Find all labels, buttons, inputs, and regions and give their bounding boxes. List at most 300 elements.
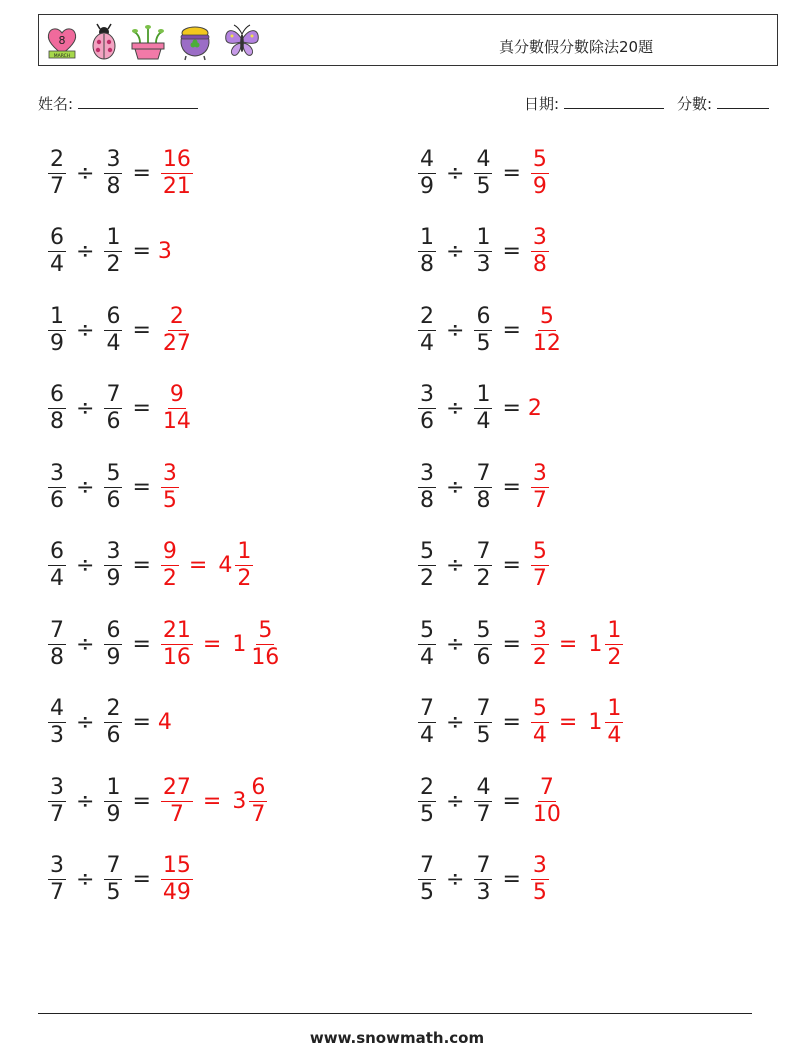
answer-fraction-denominator: 9 — [532, 173, 547, 199]
mixed-fraction-numerator: 1 — [607, 617, 622, 643]
divisor-fraction-denominator: 5 — [476, 330, 491, 356]
answer-fraction-numerator: 21 — [162, 617, 191, 643]
divisor-fraction — [474, 225, 492, 278]
divisor-fraction-numerator: 2 — [106, 696, 121, 721]
equals-sign: = — [502, 160, 521, 186]
divisor-fraction-denominator: 5 — [476, 173, 491, 199]
answer-integer: 4 — [157, 710, 172, 735]
dividend-fraction — [418, 382, 436, 435]
divisor-fraction-numerator: 3 — [106, 539, 121, 564]
dividend-fraction-denominator: 9 — [50, 330, 64, 356]
divide-sign: ÷ — [446, 317, 465, 343]
answer — [528, 696, 626, 749]
dividend-fraction — [418, 853, 436, 906]
problem-item — [45, 377, 196, 441]
answer-fraction — [161, 853, 193, 906]
equals-sign: = — [502, 553, 521, 578]
answer-fraction-numerator: 15 — [162, 853, 191, 878]
answer — [528, 539, 552, 592]
answer-fraction — [161, 147, 193, 200]
dividend-fraction-denominator: 4 — [420, 644, 434, 670]
equals-sign: = — [132, 710, 151, 735]
divisor-fraction — [474, 382, 492, 435]
divisor-fraction-numerator: 5 — [106, 460, 121, 486]
dividend-fraction — [48, 775, 66, 828]
answer-fraction — [531, 304, 563, 357]
answer-fraction-denominator: 27 — [162, 330, 191, 356]
dividend-fraction — [48, 225, 66, 278]
equals-sign: = — [132, 474, 151, 500]
dividend-fraction — [418, 147, 436, 200]
divisor-fraction-denominator: 9 — [106, 801, 121, 827]
answer — [528, 618, 626, 671]
answer-equals-sign: = — [202, 631, 222, 657]
answer — [528, 147, 552, 200]
divide-sign: ÷ — [76, 553, 95, 578]
divisor-fraction-numerator: 7 — [106, 382, 121, 407]
dividend-fraction-numerator: 1 — [420, 225, 434, 250]
score-label: 分數: — [677, 95, 713, 113]
equals-sign: = — [132, 553, 151, 578]
equals-sign: = — [132, 239, 151, 264]
divisor-fraction — [104, 853, 122, 906]
dividend-fraction-numerator: 7 — [420, 696, 434, 721]
dividend-fraction-denominator: 4 — [50, 252, 64, 277]
divisor-fraction — [474, 696, 492, 749]
answer-fraction-numerator: 9 — [162, 539, 177, 564]
dividend-fraction — [48, 539, 66, 592]
dividend-fraction-denominator: 7 — [50, 880, 64, 905]
mixed-whole-number: 1 — [232, 631, 247, 657]
equals-sign: = — [502, 710, 521, 735]
divisor-fraction-denominator: 5 — [476, 723, 491, 748]
dividend-fraction-numerator: 5 — [420, 539, 434, 564]
dividend-fraction-denominator: 6 — [420, 409, 434, 434]
dividend-fraction-denominator: 8 — [420, 487, 434, 513]
divisor-fraction-denominator: 2 — [476, 566, 491, 591]
answer — [158, 239, 172, 264]
dividend-fraction-denominator: 3 — [50, 723, 64, 748]
dividend-fraction — [418, 304, 436, 357]
divisor-fraction-denominator: 3 — [476, 252, 491, 277]
divisor-fraction — [474, 853, 492, 906]
dividend-fraction — [48, 461, 66, 514]
answer-fraction-denominator: 7 — [532, 566, 547, 591]
divisor-fraction-numerator: 1 — [476, 382, 491, 407]
dividend-fraction-denominator: 5 — [420, 801, 434, 827]
problem-item — [415, 220, 552, 284]
dividend-fraction-denominator: 8 — [50, 644, 64, 670]
divisor-fraction-denominator: 6 — [106, 723, 121, 748]
problem-item — [45, 691, 172, 755]
divisor-fraction-denominator: 6 — [106, 487, 121, 513]
divisor-fraction-numerator: 7 — [476, 460, 491, 486]
answer — [158, 775, 270, 828]
mixed-fraction-numerator: 6 — [251, 774, 266, 800]
divide-sign: ÷ — [76, 396, 95, 421]
dividend-fraction — [418, 539, 436, 592]
divide-sign: ÷ — [446, 160, 465, 186]
equals-sign: = — [502, 788, 521, 814]
ladybug-icon — [89, 23, 119, 61]
answer-equals-sign: = — [188, 553, 208, 578]
dividend-fraction-numerator: 4 — [420, 146, 434, 172]
dividend-fraction-denominator: 6 — [50, 487, 64, 513]
mixed-fraction-numerator: 1 — [237, 539, 252, 564]
divisor-fraction-numerator: 6 — [106, 303, 121, 329]
divisor-fraction-numerator: 4 — [476, 146, 491, 172]
divisor-fraction — [474, 775, 492, 828]
equals-sign: = — [502, 239, 521, 264]
answer-fraction-denominator: 10 — [532, 801, 561, 827]
date-label: 日期: — [524, 95, 560, 113]
dividend-fraction — [48, 853, 66, 906]
divide-sign: ÷ — [76, 710, 95, 735]
mixed-fraction-numerator: 1 — [607, 696, 622, 721]
answer — [528, 775, 566, 828]
dividend-fraction-denominator: 4 — [420, 330, 434, 356]
divisor-fraction-denominator: 6 — [106, 409, 121, 434]
mixed-fraction — [249, 618, 281, 671]
answer-fraction-numerator: 7 — [539, 774, 554, 800]
answer — [158, 304, 196, 357]
dividend-fraction-numerator: 3 — [420, 382, 434, 407]
answer — [528, 304, 566, 357]
problem-item — [45, 534, 256, 598]
dividend-fraction-denominator: 4 — [420, 723, 434, 748]
problem-item — [45, 455, 182, 519]
answer-fraction — [531, 461, 549, 514]
flower-pot-icon — [129, 23, 167, 61]
answer-fraction-numerator: 3 — [162, 460, 177, 486]
mixed-fraction-denominator: 4 — [607, 723, 622, 748]
dividend-fraction-numerator: 4 — [50, 696, 64, 721]
dividend-fraction — [48, 618, 66, 671]
dividend-fraction-numerator: 6 — [50, 225, 64, 250]
answer-fraction-denominator: 8 — [532, 252, 547, 277]
answer-fraction-numerator: 3 — [532, 853, 547, 878]
dividend-fraction-numerator: 3 — [50, 774, 64, 800]
heart-number: 8 — [58, 34, 66, 47]
dividend-fraction-denominator: 9 — [420, 173, 434, 199]
answer-fraction — [161, 618, 193, 671]
name-field — [38, 94, 198, 114]
answer-fraction — [531, 225, 549, 278]
dividend-fraction-numerator: 7 — [420, 853, 434, 878]
equals-sign: = — [132, 396, 151, 421]
divisor-fraction-denominator: 4 — [476, 409, 491, 434]
mixed-fraction-denominator: 2 — [237, 566, 252, 591]
divisor-fraction-denominator: 6 — [476, 644, 491, 670]
mixed-fraction — [249, 775, 267, 828]
answer-fraction-denominator: 5 — [532, 880, 547, 905]
answer-fraction-denominator: 14 — [162, 409, 191, 434]
dividend-fraction — [418, 696, 436, 749]
divisor-fraction-denominator: 8 — [106, 173, 121, 199]
problem-item — [45, 612, 284, 676]
divide-sign: ÷ — [76, 631, 95, 657]
divisor-fraction — [104, 147, 122, 200]
dividend-fraction — [48, 696, 66, 749]
problem-item — [415, 769, 566, 833]
divisor-fraction — [104, 618, 122, 671]
mixed-whole-number: 4 — [218, 553, 233, 578]
dividend-fraction — [418, 775, 436, 828]
answer-fraction-numerator: 2 — [169, 303, 184, 329]
answer — [528, 396, 542, 421]
answer-fraction-numerator: 3 — [532, 617, 547, 643]
dividend-fraction-denominator: 2 — [420, 566, 434, 591]
mixed-fraction — [235, 539, 253, 592]
answer-fraction — [161, 304, 193, 357]
dividend-fraction-numerator: 2 — [420, 303, 434, 329]
answer-fraction — [531, 618, 549, 671]
answer-equals-sign: = — [202, 788, 222, 814]
answer-integer: 3 — [157, 239, 172, 264]
dividend-fraction-numerator: 3 — [50, 853, 64, 878]
answer-fraction-numerator: 3 — [532, 225, 547, 250]
answer — [528, 225, 552, 278]
answer — [528, 853, 552, 906]
equals-sign: = — [132, 317, 151, 343]
equals-sign: = — [502, 474, 521, 500]
dividend-fraction — [48, 147, 66, 200]
mixed-fraction-denominator: 7 — [251, 801, 266, 827]
mixed-fraction-numerator: 5 — [258, 617, 273, 643]
answer — [158, 382, 196, 435]
divisor-fraction — [104, 461, 122, 514]
answer-fraction-numerator: 5 — [532, 696, 547, 721]
pot-of-gold-icon — [177, 23, 213, 61]
dividend-fraction-numerator: 7 — [50, 617, 64, 643]
divide-sign: ÷ — [76, 867, 95, 892]
dividend-fraction-denominator: 5 — [420, 880, 434, 905]
answer-fraction-denominator: 2 — [532, 644, 547, 670]
dividend-fraction-denominator: 8 — [50, 409, 64, 434]
dividend-fraction-numerator: 5 — [420, 617, 434, 643]
divide-sign: ÷ — [446, 788, 465, 814]
problem-item — [45, 769, 270, 833]
divisor-fraction-denominator: 9 — [106, 566, 121, 591]
problem-item — [415, 612, 626, 676]
worksheet-header — [38, 14, 778, 66]
problem-item — [45, 848, 196, 912]
equals-sign: = — [502, 631, 521, 657]
mixed-whole-number: 1 — [588, 710, 603, 735]
answer-fraction — [531, 147, 549, 200]
answer-fraction-denominator: 12 — [532, 330, 561, 356]
problem-item — [45, 220, 172, 284]
divisor-fraction — [104, 304, 122, 357]
dividend-fraction-denominator: 7 — [50, 173, 64, 199]
problem-item — [415, 455, 552, 519]
answer-fraction-numerator: 5 — [539, 303, 554, 329]
answer-equals-sign: = — [558, 631, 578, 657]
divisor-fraction-numerator: 4 — [476, 774, 491, 800]
answer — [528, 461, 552, 514]
answer-fraction-denominator: 49 — [162, 880, 191, 905]
divisor-fraction — [104, 539, 122, 592]
divisor-fraction-denominator: 9 — [106, 644, 121, 670]
answer-fraction — [531, 853, 549, 906]
divisor-fraction-numerator: 7 — [476, 853, 491, 878]
dividend-fraction-numerator: 3 — [420, 460, 434, 486]
answer — [158, 853, 196, 906]
score-field — [677, 94, 769, 114]
heart-march-8-icon — [45, 24, 79, 60]
dividend-fraction-numerator: 3 — [50, 460, 64, 486]
answer-fraction-numerator: 5 — [532, 146, 547, 172]
mixed-fraction-denominator: 16 — [251, 644, 280, 670]
divide-sign: ÷ — [446, 553, 465, 578]
name-blank[interactable] — [78, 94, 198, 109]
answer-fraction — [161, 539, 179, 592]
answer-fraction-numerator: 9 — [169, 382, 184, 407]
date-blank[interactable] — [564, 94, 664, 109]
divisor-fraction — [104, 775, 122, 828]
problem-item — [415, 848, 552, 912]
answer-fraction-numerator: 3 — [532, 460, 547, 486]
divisor-fraction — [104, 696, 122, 749]
divisor-fraction-numerator: 1 — [106, 774, 121, 800]
equals-sign: = — [502, 396, 521, 421]
equals-sign: = — [502, 867, 521, 892]
answer-fraction — [531, 696, 549, 749]
date-field — [524, 94, 664, 114]
score-blank[interactable] — [717, 94, 769, 109]
answer-fraction-numerator: 5 — [532, 539, 547, 564]
dividend-fraction — [418, 618, 436, 671]
answer-integer: 2 — [527, 396, 542, 421]
divisor-fraction-numerator: 6 — [106, 617, 121, 643]
divisor-fraction-denominator: 7 — [476, 801, 491, 827]
answer-equals-sign: = — [558, 710, 578, 735]
butterfly-icon — [223, 24, 261, 60]
mixed-fraction — [605, 618, 623, 671]
divide-sign: ÷ — [446, 867, 465, 892]
divide-sign: ÷ — [76, 317, 95, 343]
header-icons — [45, 22, 261, 62]
answer-fraction — [161, 775, 193, 828]
problem-item — [415, 298, 566, 362]
problem-item — [415, 691, 626, 755]
divide-sign: ÷ — [76, 474, 95, 500]
answer-fraction-numerator: 16 — [162, 146, 191, 172]
answer-fraction-denominator: 7 — [169, 801, 184, 827]
answer-fraction-denominator: 4 — [532, 723, 547, 748]
divisor-fraction-numerator: 1 — [106, 225, 121, 250]
heart-ribbon-text: MARCH — [53, 54, 71, 59]
divisor-fraction-numerator: 6 — [476, 303, 491, 329]
divisor-fraction-numerator: 7 — [106, 853, 121, 878]
divide-sign: ÷ — [446, 239, 465, 264]
answer-fraction-denominator: 7 — [532, 487, 547, 513]
divisor-fraction-numerator: 7 — [476, 539, 491, 564]
dividend-fraction — [418, 461, 436, 514]
dividend-fraction-numerator: 2 — [420, 774, 434, 800]
divisor-fraction-denominator: 5 — [106, 880, 121, 905]
mixed-whole-number: 3 — [232, 788, 247, 814]
answer-fraction — [161, 382, 193, 435]
answer-fraction-denominator: 5 — [162, 487, 177, 513]
answer-fraction — [531, 539, 549, 592]
dividend-fraction-numerator: 6 — [50, 539, 64, 564]
problem-item — [415, 534, 552, 598]
answer — [158, 710, 172, 735]
problem-item — [415, 377, 542, 441]
divisor-fraction-numerator: 7 — [476, 696, 491, 721]
divide-sign: ÷ — [76, 239, 95, 264]
answer-fraction — [531, 775, 563, 828]
divisor-fraction-numerator: 5 — [476, 617, 491, 643]
dividend-fraction-numerator: 2 — [50, 146, 64, 172]
divide-sign: ÷ — [76, 788, 95, 814]
footer-divider — [38, 1013, 752, 1014]
divisor-fraction-numerator: 3 — [106, 146, 121, 172]
dividend-fraction — [418, 225, 436, 278]
equals-sign: = — [502, 317, 521, 343]
answer-fraction-numerator: 27 — [162, 774, 191, 800]
divisor-fraction-numerator: 1 — [476, 225, 491, 250]
divide-sign: ÷ — [446, 474, 465, 500]
equals-sign: = — [132, 867, 151, 892]
divisor-fraction — [104, 225, 122, 278]
divisor-fraction — [474, 147, 492, 200]
divisor-fraction-denominator: 2 — [106, 252, 121, 277]
dividend-fraction — [48, 382, 66, 435]
mixed-fraction — [605, 696, 623, 749]
dividend-fraction-numerator: 1 — [50, 303, 64, 329]
divisor-fraction — [474, 618, 492, 671]
problem-item — [45, 298, 196, 362]
divisor-fraction — [474, 304, 492, 357]
divide-sign: ÷ — [76, 160, 95, 186]
answer — [158, 461, 182, 514]
divide-sign: ÷ — [446, 631, 465, 657]
problem-item — [45, 141, 196, 205]
dividend-fraction-denominator: 4 — [50, 566, 64, 591]
answer — [158, 147, 196, 200]
answer — [158, 618, 284, 671]
answer-fraction — [161, 461, 179, 514]
name-label: 姓名: — [38, 95, 74, 113]
dividend-fraction-denominator: 8 — [420, 252, 434, 277]
divisor-fraction — [474, 539, 492, 592]
divide-sign: ÷ — [446, 710, 465, 735]
mixed-whole-number: 1 — [588, 631, 603, 657]
divisor-fraction-denominator: 3 — [476, 880, 491, 905]
dividend-fraction-denominator: 7 — [50, 801, 64, 827]
answer — [158, 539, 256, 592]
divisor-fraction-denominator: 4 — [106, 330, 121, 356]
equals-sign: = — [132, 788, 151, 814]
divisor-fraction — [474, 461, 492, 514]
answer-fraction-denominator: 16 — [162, 644, 191, 670]
mixed-fraction-denominator: 2 — [607, 644, 622, 670]
equals-sign: = — [132, 160, 151, 186]
equals-sign: = — [132, 631, 151, 657]
answer-fraction-denominator: 21 — [162, 173, 191, 199]
divisor-fraction — [104, 382, 122, 435]
dividend-fraction — [48, 304, 66, 357]
divide-sign: ÷ — [446, 396, 465, 421]
dividend-fraction-numerator: 6 — [50, 382, 64, 407]
worksheet-title: 真分數假分數除法20題 — [499, 38, 654, 56]
divisor-fraction-denominator: 8 — [476, 487, 491, 513]
problem-item — [415, 141, 552, 205]
footer-url: www.snowmath.com — [309, 1029, 485, 1047]
answer-fraction-denominator: 2 — [162, 566, 177, 591]
